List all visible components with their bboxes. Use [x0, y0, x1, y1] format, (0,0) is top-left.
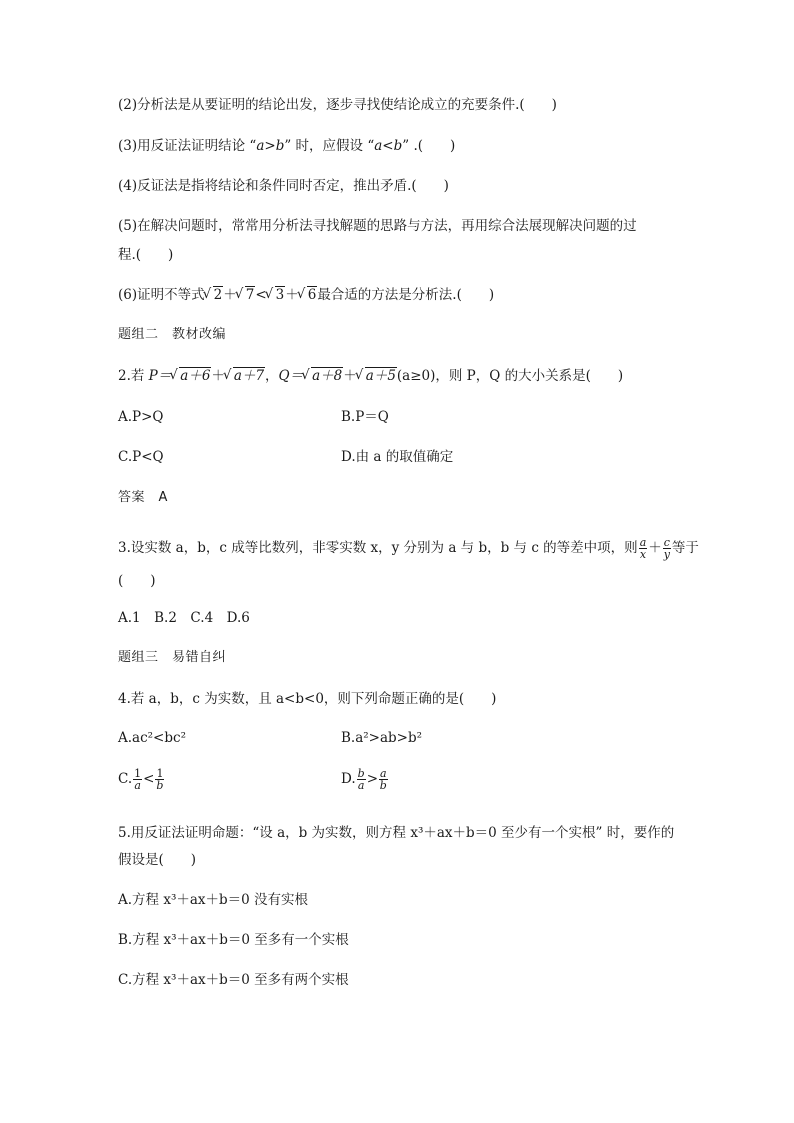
q-equals: Q＝: [278, 368, 304, 384]
statement-3: [118, 136, 455, 156]
problem-2-option-d: D.由 a 的取值确定: [341, 449, 454, 465]
problem-3-text-b: 等于: [671, 540, 699, 556]
problem-4-option-a: A.ac²<bc²: [118, 730, 186, 746]
problem-2-option-a: A.P>Q: [118, 409, 164, 425]
statement-2: (2)分析法是从要证明的结论出发，逐步寻找使结论成立的充要条件.( ): [118, 97, 557, 113]
statement-3-text-b: ” 时，应假设 “: [284, 138, 375, 154]
statement-3-expr1: a>b: [256, 138, 285, 154]
sqrt-2: √ 2: [205, 285, 224, 305]
sqrt-7: √ 7: [237, 285, 256, 305]
problem-2-stem: [118, 366, 623, 386]
problem-5-option-a: A.方程 x³＋ax＋b＝0 没有实根: [118, 892, 309, 908]
problem-5-line2: 假设是( ): [118, 852, 197, 868]
problem-3-options: A.1 B.2 C.4 D.6: [118, 610, 250, 626]
problem-5-option-b: B.方程 x³＋ax＋b＝0 至多有一个实根: [118, 932, 349, 948]
sqrt-6: √ 6: [299, 285, 318, 305]
fraction-b-over-a: $\frac{b}{a}$: [357, 767, 365, 792]
plus-sign: ＋: [648, 540, 662, 556]
group-2-heading: 题组二 教材改编: [118, 327, 227, 342]
problem-4-option-c: C. $\frac{1}{a}$ < $\frac{1}{b}$: [118, 767, 164, 792]
problem-3-line2: ( ): [118, 573, 156, 589]
fraction-a-over-b: $\frac{a}{b}$: [379, 767, 387, 792]
problem-5-option-c: C.方程 x³＋ax＋b＝0 至多有两个实根: [118, 972, 349, 988]
problem-2-text-a: 2.若: [118, 368, 149, 384]
fraction-1-over-b: $\frac{1}{b}$: [156, 767, 164, 792]
sqrt-a7: √ a＋7: [225, 366, 265, 386]
sqrt-a6: √ a＋6: [171, 366, 211, 386]
fraction-1-over-a: $\frac{1}{a}$: [134, 767, 142, 792]
problem-4-option-b: B.a²>ab>b²: [341, 730, 423, 746]
problem-2-option-c: C.P<Q: [118, 449, 164, 465]
sqrt-a8: √ a＋8: [303, 366, 343, 386]
answer-line: 答案 A: [118, 490, 168, 505]
p-equals: P＝: [148, 368, 172, 384]
problem-5-line1: 5.用反证法证明命题：“设 a，b 为实数，则方程 x³＋ax＋b＝0 至少有一个实根” 时，要作的: [118, 825, 675, 841]
problem-2-text-b: ，: [265, 368, 279, 384]
plus-sign: ＋: [211, 368, 225, 384]
statement-6-text-b: 最合适的方法是分析法.( ): [317, 287, 495, 303]
problem-4-stem: 4.若 a，b，c 为实数，且 a<b<0，则下列命题正确的是( ): [118, 691, 497, 707]
less-than-sign: <: [255, 287, 267, 303]
plus-sign: ＋: [343, 368, 357, 384]
problem-2-option-b: B.P＝Q: [341, 409, 389, 425]
problem-3-line1: [118, 537, 699, 560]
fraction-c-over-y: $\frac{c}{y}$: [663, 536, 670, 561]
group-3-heading: 题组三 易错自纠: [118, 650, 227, 665]
statement-3-text-c: ” .( ): [402, 138, 456, 154]
plus-sign: ＋: [223, 287, 237, 303]
statement-3-text-a: (3)用反证法证明结论 “: [118, 138, 257, 154]
problem-2-text-c: (a≥0)，则 P，Q 的大小关系是( ): [396, 368, 624, 384]
sqrt-3: √ 3: [267, 285, 286, 305]
statement-5-line2: 程.( ): [118, 247, 174, 263]
statement-4: (4)反证法是指将结论和条件同时否定，推出矛盾.( ): [118, 178, 449, 194]
plus-sign: ＋: [285, 287, 299, 303]
statement-5-line1: (5)在解决问题时，常常用分析法寻找解题的思路与方法，再用综合法展现解决问题的过: [118, 218, 637, 234]
statement-3-expr2: a<b: [374, 138, 403, 154]
problem-4-option-d: D. $\frac{b}{a}$ > $\frac{a}{b}$: [341, 767, 387, 792]
statement-6: [118, 285, 494, 305]
problem-3-text-a: 3.设实数 a，b，c 成等比数列，非零实数 x，y 分别为 a 与 b，b 与 c 的等差中项，则: [118, 540, 638, 556]
statement-6-text-a: (6)证明不等式: [118, 287, 205, 303]
fraction-a-over-x: $\frac{a}{x}$: [639, 536, 647, 561]
sqrt-a5: √ a＋5: [357, 366, 397, 386]
